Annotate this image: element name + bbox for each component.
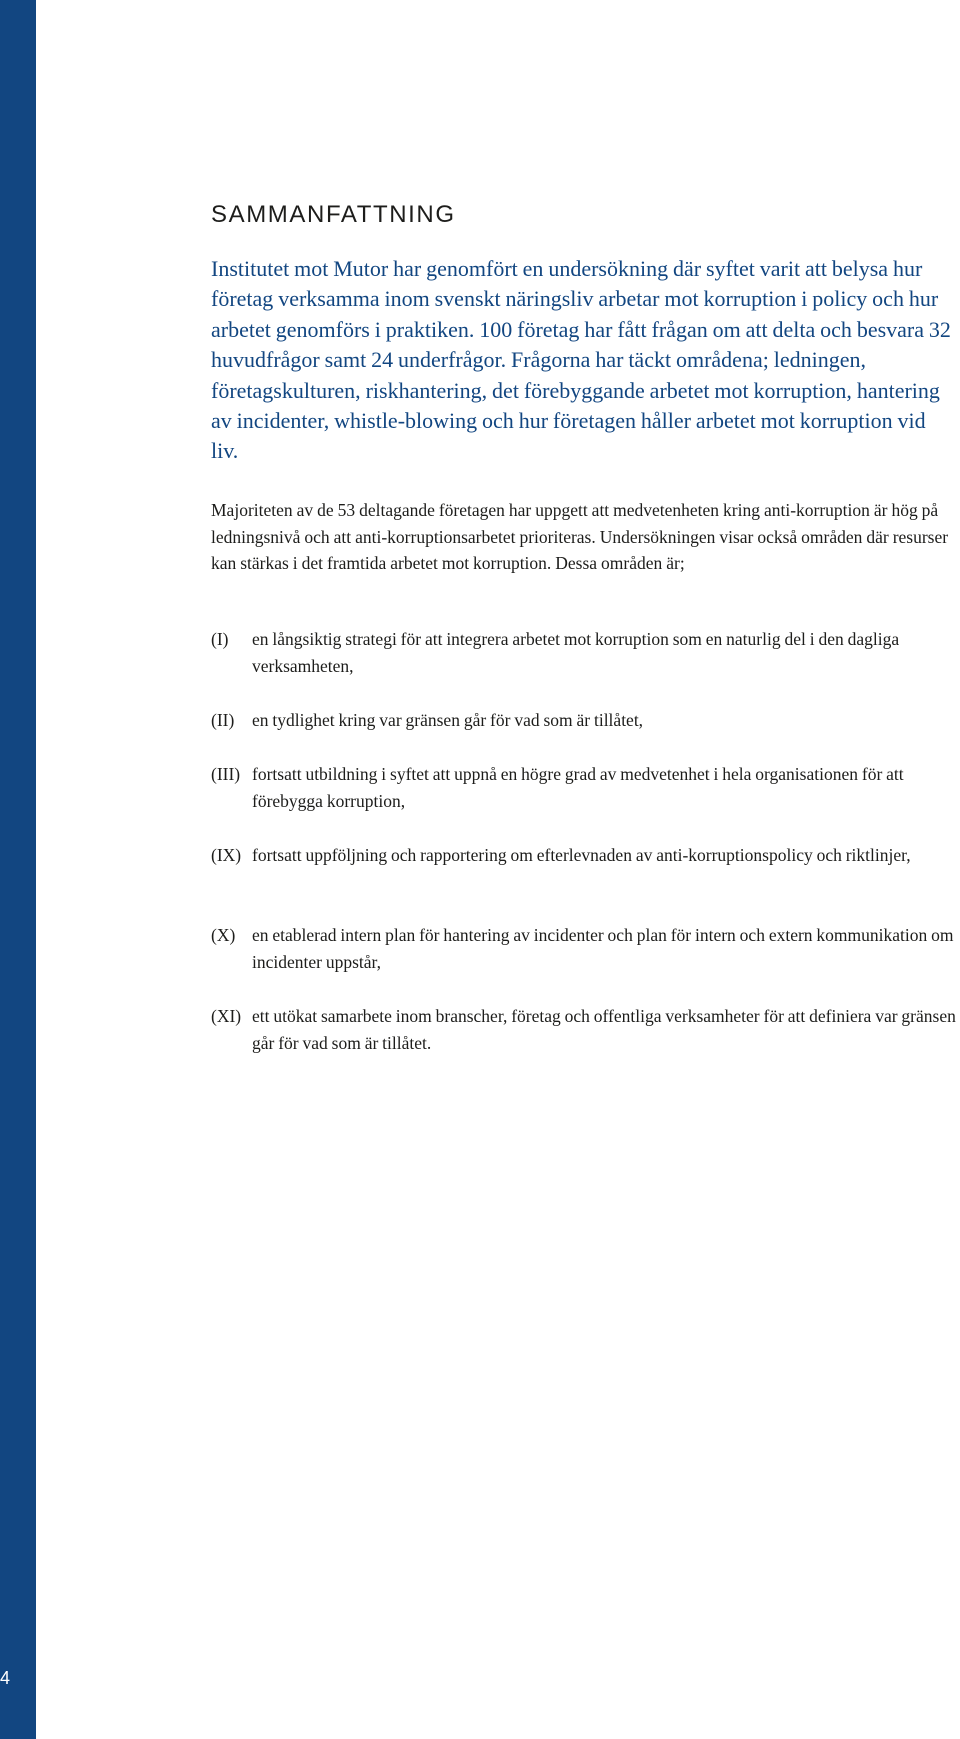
list-marker: (III) bbox=[211, 764, 241, 784]
list-item-text: ett utökat samarbete inom branscher, företag och offentliga verksamheter för att definiera var gränsen går för vad som är tillåtet. bbox=[252, 1006, 956, 1053]
list-item bbox=[211, 626, 960, 680]
list-marker: (X) bbox=[211, 925, 236, 945]
page-number: 4 bbox=[0, 1668, 11, 1688]
section-heading: SAMMANFATTNING bbox=[211, 201, 456, 228]
list-item bbox=[211, 761, 960, 815]
list-marker: (II) bbox=[211, 710, 235, 730]
list-marker: (XI) bbox=[211, 1006, 242, 1026]
list-marker: (I) bbox=[211, 629, 229, 649]
body-paragraph: Majoriteten av de 53 deltagande företagen har uppgett att medvetenheten kring anti-korruption är hög på ledningsnivå och att anti-korruptionsarbetet prioriteras. Undersökningen visar också områden där resurser kan stärkas i det framtida arbetet mot korruption. Dessa områden är; bbox=[211, 499, 949, 574]
list-item-text: en etablerad intern plan för hantering av incidenter och plan för intern och extern kommunikation om incidenter uppstår, bbox=[252, 925, 954, 972]
list-item bbox=[211, 842, 960, 869]
summary-section bbox=[211, 196, 960, 577]
list-item-text: en långsiktig strategi för att integrera arbetet mot korruption som en naturlig del i den dagliga verksamheten, bbox=[252, 629, 900, 676]
list-item-text: fortsatt utbildning i syftet att uppnå en högre grad av medvetenhet i hela organisationen för att förebygga korruption, bbox=[252, 764, 904, 811]
focus-area-list bbox=[211, 626, 960, 1066]
list-item-text: en tydlighet kring var gränsen går för vad som är tillåtet, bbox=[252, 710, 644, 730]
list-marker: (IX) bbox=[211, 845, 242, 865]
list-item bbox=[211, 1003, 960, 1057]
list-item bbox=[211, 707, 960, 734]
side-color-band bbox=[0, 0, 36, 1739]
list-item-text: fortsatt uppföljning och rapportering om efterlevnaden av anti-korruptionspolicy och riktlinjer, bbox=[252, 845, 911, 865]
list-item bbox=[211, 922, 960, 976]
lead-paragraph: Institutet mot Mutor har genomfört en undersökning där syftet varit att belysa hur företag verksamma inom svenskt näringsliv arbetar mot korruption i policy och hur arbetet genomförs i praktiken. 100 företag har fått frågan om att delta och besvara 32 huvudfrågor samt 24 underfrågor. Frågorna har täckt områdena; ledningen, företagskulturen, riskhantering, det förebyggande arbetet mot korruption, hantering av incidenter, whistle-blowing och hur företagen håller arbetet mot korruption vid liv. bbox=[211, 256, 951, 464]
